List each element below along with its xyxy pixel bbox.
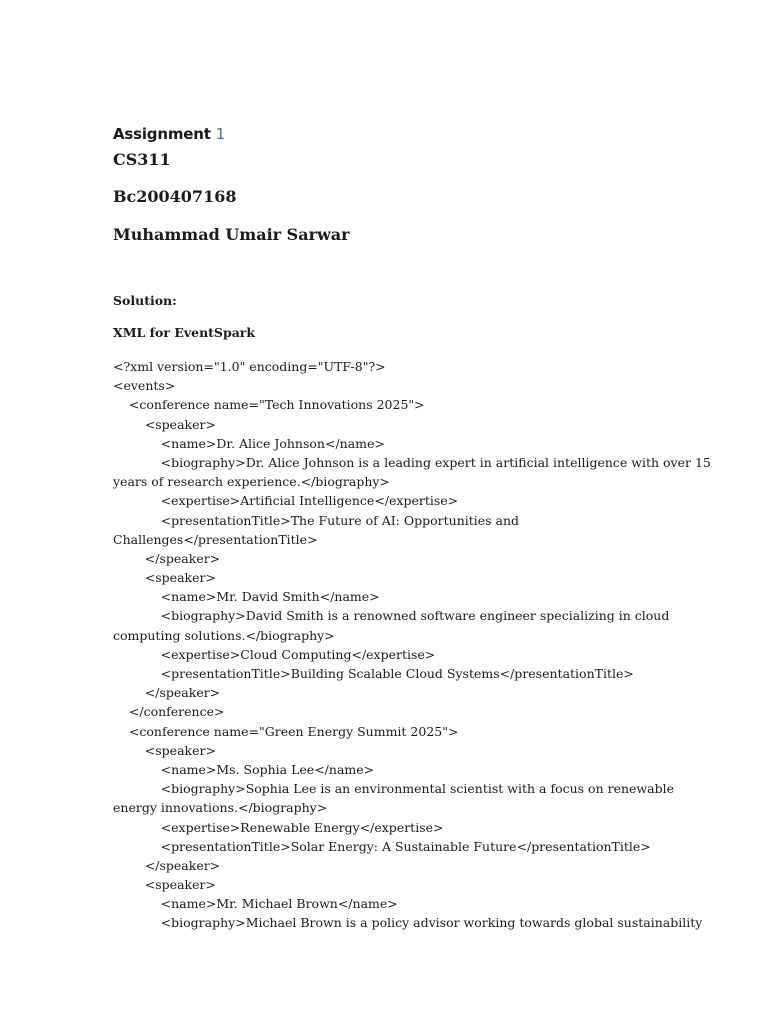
code-line: <presentationTitle>Solar Energy: A Sustainable Future</presentationTitle>: [113, 838, 651, 854]
code-line: <name>Dr. Alice Johnson</name>: [113, 435, 385, 451]
code-line: </conference>: [113, 704, 225, 720]
code-line: <speaker>: [113, 877, 216, 893]
section-title: XML for EventSpark: [113, 325, 256, 340]
code-line: years of research experience.</biography>: [113, 474, 390, 490]
assignment-word: Assignment: [113, 125, 211, 143]
code-line: <speaker>: [113, 570, 216, 586]
code-line: <speaker>: [113, 742, 216, 758]
code-line: <?xml version="1.0" encoding="UTF-8"?>: [113, 359, 386, 374]
code-line: </speaker>: [113, 685, 221, 701]
document-page: [113, 0, 711, 1024]
code-line: <conference name="Green Energy Summit 2025">: [113, 723, 459, 739]
code-line: <biography>Dr. Alice Johnson is a leading expert in artificial intelligence with over 15: [113, 454, 711, 470]
solution-label: Solution:: [113, 293, 177, 308]
code-line: <name>Mr. David Smith</name>: [113, 589, 380, 605]
code-line: </speaker>: [113, 550, 221, 566]
code-line: computing solutions.</biography>: [113, 627, 335, 643]
code-line: <expertise>Artificial Intelligence</expertise>: [113, 493, 459, 509]
code-line: <biography>Michael Brown is a policy advisor working towards global sustainability: [113, 915, 703, 931]
code-line: <expertise>Renewable Energy</expertise>: [113, 819, 444, 835]
code-line: <presentationTitle>Building Scalable Cloud Systems</presentationTitle>: [113, 666, 634, 681]
code-line: <presentationTitle>The Future of AI: Opportunities and: [113, 512, 520, 528]
assignment-heading: [113, 125, 225, 143]
code-line: Challenges</presentationTitle>: [113, 531, 318, 547]
code-line: <events>: [113, 378, 176, 394]
code-line: <conference name="Tech Innovations 2025">: [113, 397, 425, 413]
student-id: Bc200407168: [113, 187, 237, 206]
code-line: <biography>David Smith is a renowned software engineer specializing in cloud: [113, 608, 670, 624]
code-line: <name>Mr. Michael Brown</name>: [113, 896, 398, 912]
code-line: <speaker>: [113, 416, 216, 432]
code-line: <name>Ms. Sophia Lee</name>: [113, 761, 375, 777]
student-name: Muhammad Umair Sarwar: [113, 225, 350, 244]
code-line: <biography>Sophia Lee is an environmental scientist with a focus on renewable: [113, 781, 674, 797]
code-line: energy innovations.</biography>: [113, 800, 328, 816]
code-line: <expertise>Cloud Computing</expertise>: [113, 646, 436, 662]
course-code: CS311: [113, 150, 171, 169]
xml-code-block: [113, 357, 711, 933]
code-line: </speaker>: [113, 857, 221, 873]
assignment-number: 1: [215, 125, 226, 143]
